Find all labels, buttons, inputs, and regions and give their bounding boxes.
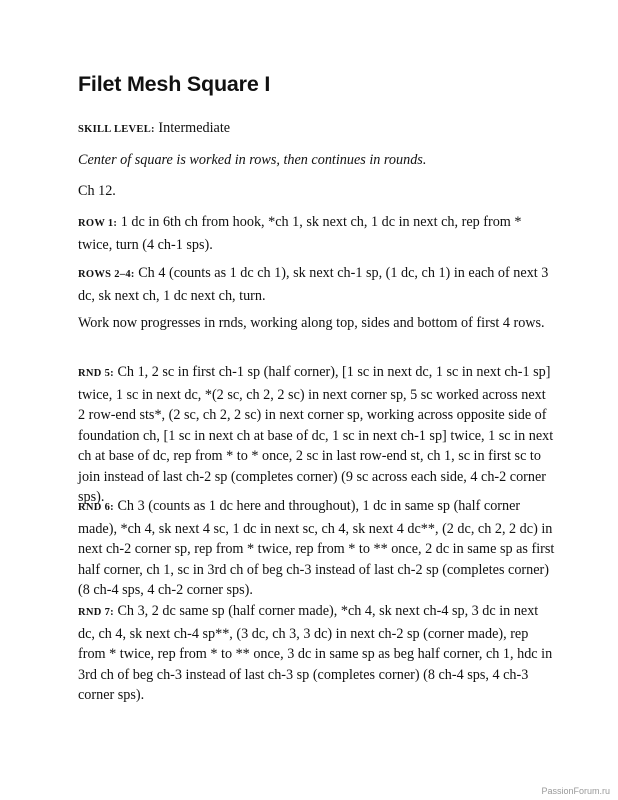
- rnd-7-label: RND 7:: [78, 607, 114, 618]
- rnd-5-text: Ch 1, 2 sc in first ch-1 sp (half corner), [1 sc in next dc, 1 sc in next ch-1 sp] twice, 1 sc in next dc, *(2 sc, ch 2, 2 sc) in next corner sp, 5 sc worked across next 2 row-end sts*, (2 sc, ch 2, 2 sc) in next corner sp, working across opposite side of foundation ch, [1 sc in next ch at base of dc, 1 sc in next ch-1 sp] twice, 1 sc in next ch at base of dc, rep from * to * once, 2 sc in last row-end st, ch 1, sc in first sc to join instead of last ch-2 sp (completes corner) (9 sc across each side, 4 ch-2 corner sps).: [78, 364, 554, 505]
- rnd-6-label: RND 6:: [78, 502, 114, 513]
- rows-2-4-instruction: [78, 263, 556, 306]
- row-1-text: 1 dc in 6th ch from hook, *ch 1, sk next ch, 1 dc in next ch, rep from * twice, turn (4 ch-1 sps).: [78, 214, 522, 253]
- intro-note: Center of square is worked in rows, then continues in rounds.: [78, 152, 427, 168]
- rnd-6-instruction: [78, 496, 556, 601]
- rnd-6-text: Ch 3 (counts as 1 dc here and throughout), 1 dc in same sp (half corner made), *ch 4, sk next 4 sc, 1 dc in next sc, ch 4, sk next 4 dc**, (2 dc, ch 2, 2 dc) in next ch-2 corner sp, rep from * twice, rep from * to ** once, 2 dc in same sp as first half corner, ch 1, sc in 3rd ch of beg ch-3 instead of last ch-2 sp (completes corner) (8 ch-4 sps, 4 ch-2 corner sps).: [78, 498, 555, 598]
- rnd-5-instruction: [78, 362, 556, 508]
- skill-level-value: Intermediate: [158, 120, 231, 136]
- row-1-instruction: [78, 212, 556, 255]
- source-watermark: PassionForum.ru: [541, 786, 610, 796]
- foundation-chain: Ch 12.: [78, 183, 116, 199]
- rows-2-4-text: Ch 4 (counts as 1 dc ch 1), sk next ch-1 sp, (1 dc, ch 1) in each of next 3 dc, sk next ch, 1 dc next ch, turn.: [78, 265, 549, 304]
- rows-2-4-label: ROWS 2–4:: [78, 269, 135, 280]
- skill-level-line: [78, 118, 556, 141]
- rnd-7-text: Ch 3, 2 dc same sp (half corner made), *ch 4, sk next ch-4 sp, 3 dc in next dc, ch 4, sk next ch-4 sp**, (3 dc, ch 3, 3 dc) in next ch-2 sp (corner made), rep from * twice, rep from * to ** once, 3 dc in same sp as beg half corner, ch 1, hdc in 3rd ch of beg ch-3 instead of last ch-3 sp (completes corner) (8 ch-4 sps, 4 ch-3 corner sps).: [78, 603, 553, 703]
- skill-level-label: SKILL LEVEL:: [78, 124, 155, 135]
- rnd-7-instruction: [78, 601, 556, 706]
- work-progress-note: Work now progresses in rnds, working along top, sides and bottom of first 4 rows.: [78, 315, 545, 331]
- pattern-title: Filet Mesh Square I: [78, 72, 271, 96]
- row-1-label: ROW 1:: [78, 218, 118, 229]
- rnd-5-label: RND 5:: [78, 368, 114, 379]
